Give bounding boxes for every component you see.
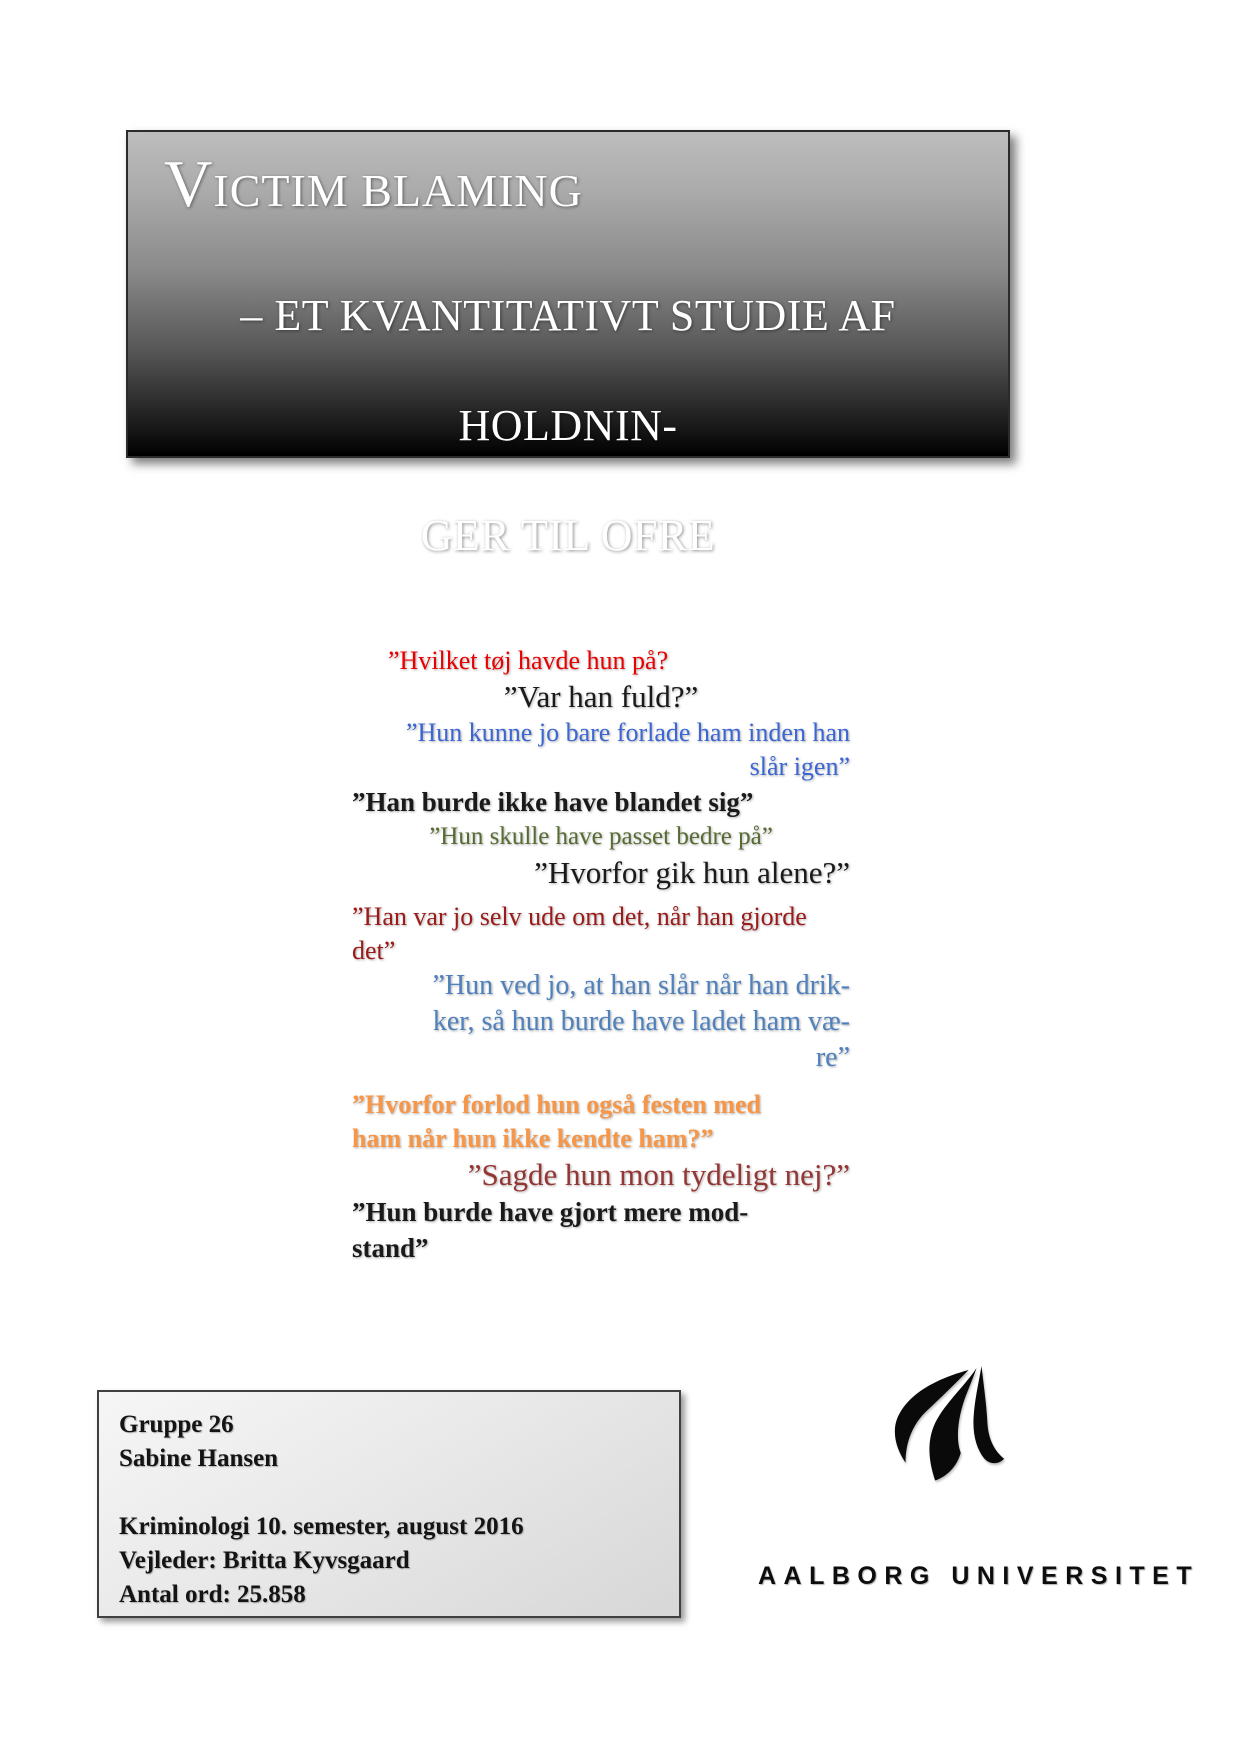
quote-line: re” [815, 1042, 850, 1073]
info-box-line: Gruppe 26 [119, 1411, 234, 1438]
aau-logo-mark [878, 1366, 1010, 1514]
info-box-line: Antal ord: 25.858 [119, 1581, 306, 1608]
info-box [97, 1390, 681, 1618]
title-banner [126, 130, 1010, 560]
quote [352, 1194, 850, 1266]
quote-line: ker, så hun burde have ladet ham væ- [432, 1006, 850, 1037]
info-box-line: Sabine Hansen [119, 1445, 279, 1472]
quote [352, 1156, 850, 1194]
quote-line: ”Hun kunne jo bare forlade ham inden han [405, 718, 850, 747]
quote [352, 678, 850, 716]
quote [352, 644, 850, 678]
quote [352, 820, 850, 854]
quote-line: ”Var han fuld?” [503, 679, 699, 714]
quote [352, 784, 850, 820]
info-box-line: Kriminologi 10. semester, august 2016 [119, 1513, 524, 1540]
quote-line: ”Hun ved jo, at han slår når han drik- [432, 970, 850, 1001]
info-box-line: Vejleder: Britta Kyvsgaard [119, 1547, 410, 1574]
main-title: VICTIM BLAMING [164, 147, 583, 221]
info-box-line [119, 1476, 661, 1510]
quote-line: ”Hvorfor gik hun alene?” [534, 855, 850, 890]
quote [352, 1088, 850, 1156]
subtitle-line-2: GER TIL OFRE [420, 511, 716, 560]
quote-line: ”Hun burde have gjort mere mod- [352, 1197, 749, 1227]
quote-line: ”Hvorfor forlod hun også festen med [352, 1090, 762, 1119]
aau-logo [758, 1366, 1200, 1591]
subtitle-line-1: – ET KVANTITATIVT STUDIE AF HOLDNIN- [240, 291, 896, 450]
aau-wordmark: AALBORG UNIVERSITET [758, 1562, 1200, 1590]
quote-line: slår igen” [749, 752, 850, 781]
quote-line: stand” [352, 1233, 429, 1263]
quote [352, 716, 850, 784]
quote-line: ”Han burde ikke have blandet sig” [352, 787, 754, 817]
quote [352, 900, 850, 968]
subtitle [128, 261, 1008, 591]
quote-line: ham når hun ikke kendte ham?” [352, 1124, 714, 1153]
quote-line: det” [352, 936, 396, 965]
quotes-block [352, 644, 850, 1266]
quote-line: ”Sagde hun mon tydeligt nej?” [467, 1157, 850, 1192]
quote-line: ”Hvilket tøj havde hun på? [388, 646, 669, 675]
quote [352, 854, 850, 892]
quote-line: ”Han var jo selv ude om det, når han gjorde [352, 902, 807, 931]
quote-line: ”Hun skulle have passet bedre på” [429, 823, 773, 850]
quote [352, 968, 850, 1076]
